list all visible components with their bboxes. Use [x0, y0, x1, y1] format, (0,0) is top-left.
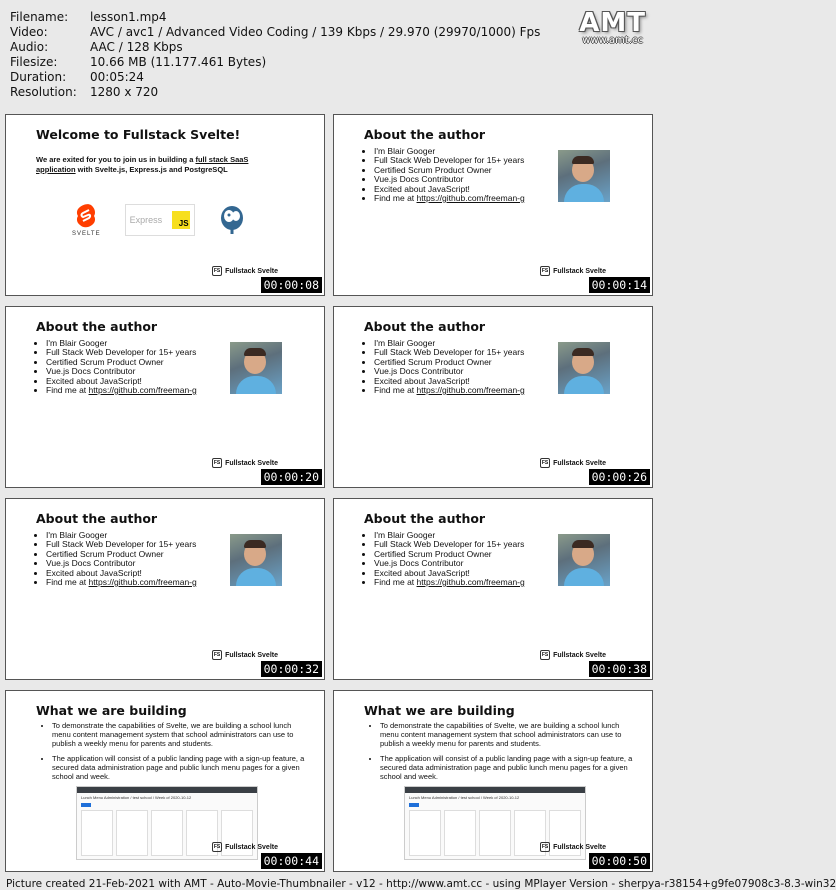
list-item: • I'm Blair Googer: [374, 147, 525, 156]
audio-label: Audio:: [10, 40, 49, 54]
list-item: • The application will consist of a public landing page with a sign-up feature, a secured data administration page and public lunch menu pages for a given school and week.: [52, 754, 312, 782]
author-list: [364, 531, 525, 587]
slide-title: Welcome to Fullstack Svelte!: [36, 127, 241, 142]
brand-badge: [212, 458, 278, 468]
brand-icon: FS: [541, 652, 549, 658]
list-item: • Full Stack Web Developer for 15+ years: [374, 156, 525, 165]
github-link[interactable]: https://github.com/freeman-g: [416, 385, 525, 396]
list-item: • Vue.js Docs Contributor: [374, 559, 525, 568]
find-prefix: Find me at: [374, 385, 417, 396]
express-js-logo: [125, 204, 195, 236]
filename-value: lesson1.mp4: [90, 10, 167, 24]
amt-logo: [579, 8, 646, 46]
list-item: • Vue.js Docs Contributor: [374, 367, 525, 376]
app-screenshot-header: Lunch Menu Administration / test school / Week of 2020-10-12: [409, 795, 520, 800]
thumbnail-1[interactable]: [5, 114, 325, 296]
svelte-label: SVELTE: [72, 231, 101, 237]
amt-logo-text: AMT: [579, 8, 646, 38]
author-list: [36, 339, 197, 395]
building-list: [44, 721, 312, 786]
slide-title: About the author: [36, 319, 158, 334]
building-list: [372, 721, 640, 786]
timestamp: 00:00:32: [261, 661, 322, 677]
list-item: • Certified Scrum Product Owner: [46, 550, 197, 559]
list-item: • Full Stack Web Developer for 15+ years: [46, 348, 197, 357]
list-item: [374, 194, 525, 203]
list-item: • I'm Blair Googer: [46, 339, 197, 348]
duration-label: Duration:: [10, 70, 67, 84]
slide-title: About the author: [364, 319, 486, 334]
brand-label: Fullstack Svelte: [225, 843, 278, 851]
list-item: • Vue.js Docs Contributor: [46, 559, 197, 568]
slide-title: What we are building: [364, 703, 515, 718]
brand-icon: FS: [213, 460, 221, 466]
list-item: [374, 578, 525, 587]
brand-badge: [212, 650, 278, 660]
svelte-logo: [72, 203, 101, 237]
github-link[interactable]: https://github.com/freeman-g: [416, 577, 525, 588]
list-item: • Certified Scrum Product Owner: [46, 358, 197, 367]
author-photo: [558, 150, 610, 202]
list-item: • Full Stack Web Developer for 15+ years: [374, 540, 525, 549]
thumbnail-4[interactable]: [333, 306, 653, 488]
welcome-text-2: with Svelte.js, Express.js and PostgreSQL: [75, 165, 228, 174]
list-item: • Vue.js Docs Contributor: [374, 175, 525, 184]
filesize-label: Filesize:: [10, 55, 58, 69]
list-item: • I'm Blair Googer: [46, 531, 197, 540]
find-prefix: Find me at: [374, 577, 417, 588]
thumbnail-3[interactable]: [5, 306, 325, 488]
list-item: • Excited about JavaScript!: [46, 569, 197, 578]
find-prefix: Find me at: [46, 577, 89, 588]
thumbnail-2[interactable]: [333, 114, 653, 296]
list-item: • Vue.js Docs Contributor: [46, 367, 197, 376]
timestamp: 00:00:08: [261, 277, 322, 293]
svelte-icon: [75, 203, 97, 229]
list-item: • Certified Scrum Product Owner: [374, 166, 525, 175]
find-prefix: Find me at: [374, 193, 417, 204]
brand-badge: [540, 266, 606, 276]
app-screenshot-header: Lunch Menu Administration / test school / Week of 2020-10-12: [81, 795, 192, 800]
resolution-value: 1280 x 720: [90, 85, 159, 99]
postgresql-icon: [219, 205, 245, 235]
brand-label: Fullstack Svelte: [553, 267, 606, 275]
author-photo: [230, 534, 282, 586]
brand-icon: FS: [541, 844, 549, 850]
slide-title: About the author: [364, 511, 486, 526]
duration-value: 00:05:24: [90, 70, 144, 84]
list-item: [374, 386, 525, 395]
list-item: • Excited about JavaScript!: [46, 377, 197, 386]
welcome-text-link: full stack SaaS application: [36, 155, 249, 174]
brand-label: Fullstack Svelte: [225, 651, 278, 659]
brand-badge: [212, 842, 278, 852]
list-item: • Certified Scrum Product Owner: [374, 358, 525, 367]
list-item: • The application will consist of a public landing page with a sign-up feature, a secured data administration page and public lunch menu pages for a given school and week.: [380, 754, 640, 782]
welcome-text: [36, 155, 276, 175]
list-item: [46, 578, 197, 587]
list-item: • Excited about JavaScript!: [374, 185, 525, 194]
github-link[interactable]: https://github.com/freeman-g: [416, 193, 525, 204]
file-info: [10, 10, 540, 100]
brand-icon: FS: [541, 268, 549, 274]
list-item: • Full Stack Web Developer for 15+ years: [46, 540, 197, 549]
brand-icon: FS: [213, 268, 221, 274]
thumbnail-8[interactable]: [333, 690, 653, 872]
author-list: [36, 531, 197, 587]
list-item: • To demonstrate the capabilities of Svelte, we are building a school lunch menu content management system that school administrators can use to publish a weekly menu for parents and students.: [380, 721, 640, 749]
express-label: Express: [129, 215, 163, 225]
list-item: • I'm Blair Googer: [374, 339, 525, 348]
filename-label: Filename:: [10, 10, 69, 24]
thumbnail-5[interactable]: [5, 498, 325, 680]
resolution-label: Resolution:: [10, 85, 77, 99]
slide-title: About the author: [36, 511, 158, 526]
github-link[interactable]: https://github.com/freeman-g: [88, 385, 197, 396]
timestamp: 00:00:26: [589, 469, 650, 485]
author-list: [364, 339, 525, 395]
footer-credit: Picture created 21-Feb-2021 with AMT - Auto-Movie-Thumbnailer - v12 - http://www.amt.cc - using MPlayer Version - sherpya-r38154+g9fe07908c3-8.3-win32: [6, 878, 836, 890]
filesize-value: 10.66 MB (11.177.461 Bytes): [90, 55, 267, 69]
list-item: • I'm Blair Googer: [374, 531, 525, 540]
list-item: • Certified Scrum Product Owner: [374, 550, 525, 559]
brand-icon: FS: [213, 844, 221, 850]
brand-badge: [540, 458, 606, 468]
thumbnail-6[interactable]: [333, 498, 653, 680]
slide-title: What we are building: [36, 703, 187, 718]
list-item: [46, 386, 197, 395]
brand-label: Fullstack Svelte: [225, 459, 278, 467]
brand-badge: [540, 650, 606, 660]
timestamp: 00:00:14: [589, 277, 650, 293]
slide-title: About the author: [364, 127, 486, 142]
audio-value: AAC / 128 Kbps: [90, 40, 183, 54]
timestamp: 00:00:50: [589, 853, 650, 869]
brand-badge: [540, 842, 606, 852]
list-item: • Excited about JavaScript!: [374, 569, 525, 578]
author-photo: [230, 342, 282, 394]
list-item: • To demonstrate the capabilities of Svelte, we are building a school lunch menu content management system that school administrators can use to publish a weekly menu for parents and students.: [52, 721, 312, 749]
js-icon: JS: [172, 211, 190, 229]
author-photo: [558, 534, 610, 586]
amt-logo-url: www.amt.cc: [582, 35, 644, 46]
find-prefix: Find me at: [46, 385, 89, 396]
thumbnail-7[interactable]: [5, 690, 325, 872]
author-list: [364, 147, 525, 203]
brand-label: Fullstack Svelte: [225, 267, 278, 275]
video-label: Video:: [10, 25, 48, 39]
welcome-text-1: We are exited for you to join us in building a: [36, 155, 196, 164]
brand-label: Fullstack Svelte: [553, 843, 606, 851]
video-value: AVC / avc1 / Advanced Video Coding / 139 Kbps / 29.970 (29970/1000) Fps: [90, 25, 541, 39]
brand-label: Fullstack Svelte: [553, 651, 606, 659]
tech-logos: [72, 203, 245, 237]
list-item: • Excited about JavaScript!: [374, 377, 525, 386]
brand-badge: [212, 266, 278, 276]
timestamp: 00:00:38: [589, 661, 650, 677]
author-photo: [558, 342, 610, 394]
brand-icon: FS: [541, 460, 549, 466]
timestamp: 00:00:20: [261, 469, 322, 485]
brand-icon: FS: [213, 652, 221, 658]
brand-label: Fullstack Svelte: [553, 459, 606, 467]
github-link[interactable]: https://github.com/freeman-g: [88, 577, 197, 588]
timestamp: 00:00:44: [261, 853, 322, 869]
list-item: • Full Stack Web Developer for 15+ years: [374, 348, 525, 357]
